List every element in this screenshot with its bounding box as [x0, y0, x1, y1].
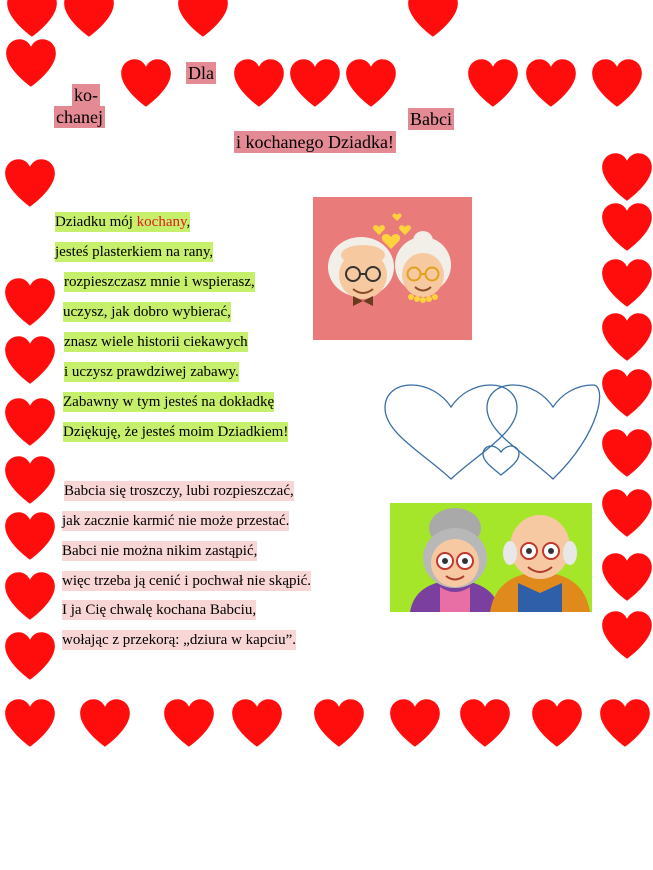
heart-icon: [466, 58, 520, 108]
heart-icon: [3, 698, 57, 748]
heart-icon: [530, 698, 584, 748]
heart-icon: [600, 610, 653, 660]
poem-dziadek-line-4: uczysz, jak dobro wybierać,: [63, 304, 231, 320]
heart-icon: [232, 58, 286, 108]
title-chanej: chanej: [56, 107, 103, 127]
poem-dziadek-line-8: Dziękuję, że jesteś moim Dziadkiem!: [63, 424, 289, 440]
poem-dziadek-line-2: jesteś plasterkiem na rany,: [55, 244, 214, 260]
heart-icon: [600, 552, 653, 602]
poem-dziadek-line-3: rozpieszczasz mnie i wspierasz,: [64, 274, 255, 290]
heart-icon: [4, 38, 58, 88]
heart-icon: [600, 428, 653, 478]
title-dziadka: i kochanego Dziadka!: [236, 132, 394, 152]
heart-icon: [600, 152, 653, 202]
poem-babcia-line-6: wołając z przekorą: „dziura w kapciu”.: [62, 632, 297, 648]
heart-icon: [600, 488, 653, 538]
poem-dziadek-line-5: znasz wiele historii ciekawych: [64, 334, 248, 350]
heart-icon: [590, 58, 644, 108]
heart-icon: [524, 58, 578, 108]
heart-icon: [406, 0, 460, 38]
heart-icon: [3, 335, 57, 385]
heart-icon: [3, 511, 57, 561]
heart-icon: [78, 698, 132, 748]
heart-icon: [3, 397, 57, 447]
heart-icon: [344, 58, 398, 108]
poem-babcia-line-4: więc trzeba ją cenić i pochwał nie skąpić.: [62, 573, 312, 589]
heart-icon: [62, 0, 116, 38]
heart-icon: [600, 312, 653, 362]
title-ko: ko-: [74, 85, 98, 105]
heart-icon: [288, 58, 342, 108]
heart-icon: [598, 698, 652, 748]
grandparents-picture-pink: [313, 197, 472, 340]
heart-icon: [600, 202, 653, 252]
heart-icon: [3, 571, 57, 621]
heart-icon: [600, 368, 653, 418]
heart-icon: [3, 455, 57, 505]
poem-babcia-line-3: Babci nie można nikim zastąpić,: [62, 543, 258, 559]
heart-icon: [162, 698, 216, 748]
heart-icon: [230, 698, 284, 748]
heart-icon: [176, 0, 230, 38]
heart-icon: [5, 0, 59, 38]
heart-icon: [3, 277, 57, 327]
title-babci: Babci: [410, 109, 452, 129]
outline-hearts-decoration: [383, 383, 603, 483]
poem-babcia-line-1: Babcia się troszczy, lubi rozpieszczać,: [64, 483, 294, 499]
grandparents-picture-green: [390, 503, 592, 612]
poem-babcia-line-2: jak zacznie karmić nie może przestać.: [62, 513, 290, 529]
poem-dziadek-line-7: Zabawny w tym jesteś na dokładkę: [63, 394, 275, 410]
heart-icon: [600, 258, 653, 308]
heart-icon: [458, 698, 512, 748]
poem-babcia-line-5: I ja Cię chwalę kochana Babciu,: [62, 602, 257, 618]
poem-dziadek-line-6: i uczysz prawdziwej zabawy.: [64, 364, 239, 380]
heart-icon: [388, 698, 442, 748]
poem-dziadek-line-1: Dziadku mój kochany,: [55, 214, 191, 230]
title-dla: Dla: [188, 63, 214, 83]
heart-icon: [119, 58, 173, 108]
heart-icon: [3, 631, 57, 681]
heart-icon: [312, 698, 366, 748]
heart-icon: [3, 158, 57, 208]
